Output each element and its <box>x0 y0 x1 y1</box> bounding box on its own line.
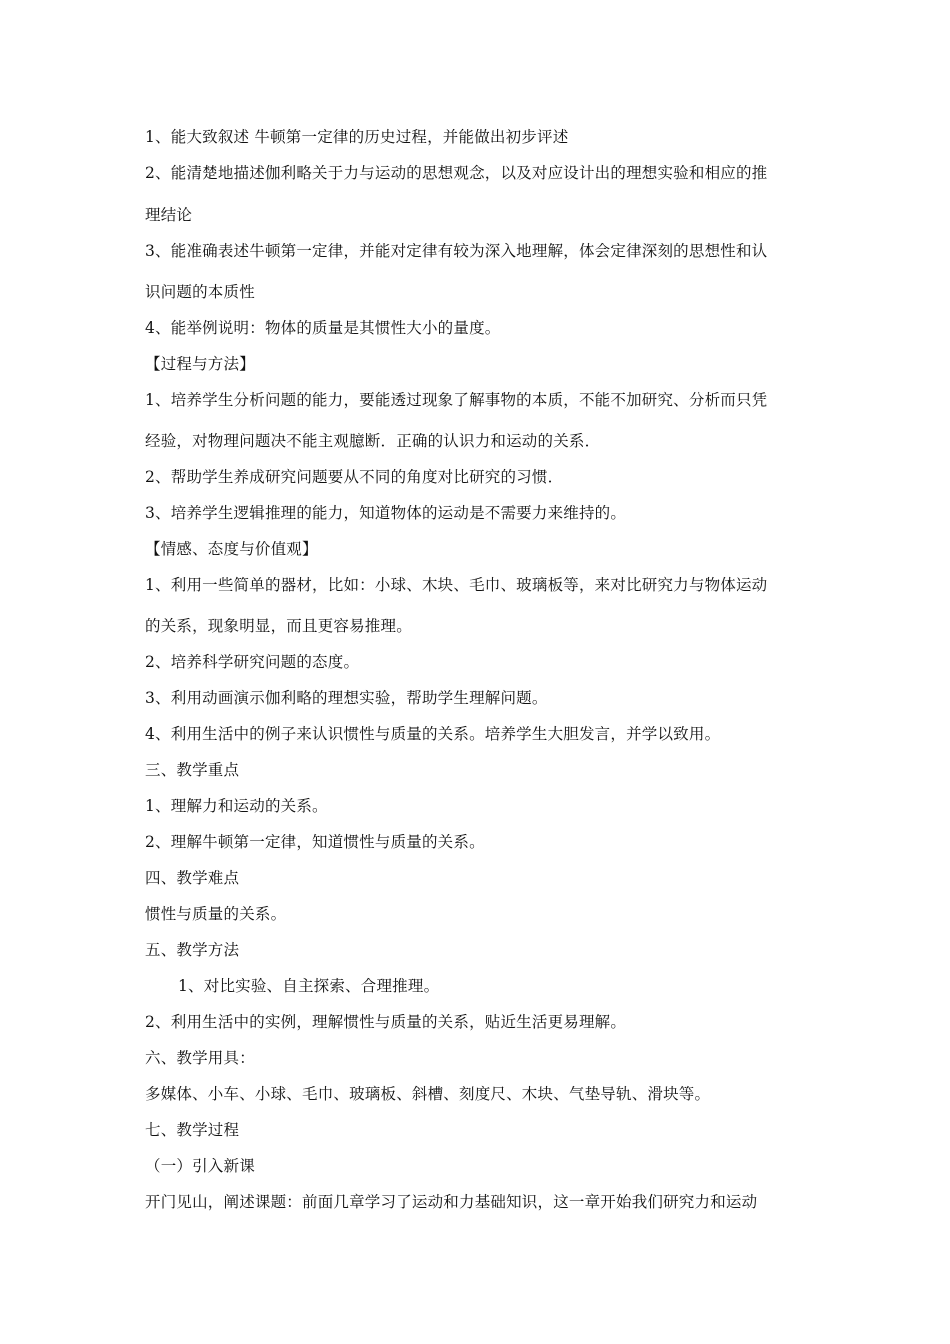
emotion-4: 4、利用生活中的例子来认识惯性与质量的关系。培养学生大胆发言，并学以致用。 <box>145 725 721 743</box>
method-1: 1、对比实验、自主探索、合理推理。 <box>178 977 440 995</box>
key-point-2: 2、理解牛顿第一定律，知道惯性与质量的关系。 <box>145 833 485 851</box>
heading-tools: 六、教学用具： <box>145 1049 255 1067</box>
objective-1: 1、能大致叙述 牛顿第一定律的历史过程，并能做出初步评述 <box>145 128 569 146</box>
emotion-1: 1、利用一些简单的器材，比如：小球、木块、毛巾、玻璃板等，来对比研究力与物体运动 <box>145 576 768 594</box>
tools-list: 多媒体、小车、小球、毛巾、玻璃板、斜槽、刻度尺、木块、气垫导轨、滑块等。 <box>145 1085 711 1103</box>
objective-2: 2、能清楚地描述伽利略关于力与运动的思想观念，以及对应设计出的理想实验和相应的推 <box>145 164 768 182</box>
section-process-method: 【过程与方法】 <box>145 355 255 373</box>
objective-2-cont: 理结论 <box>145 206 193 224</box>
intro-text: 开门见山，阐述课题：前面几章学习了运动和力基础知识，这一章开始我们研究力和运动 <box>145 1193 758 1211</box>
process-2: 2、帮助学生养成研究问题要从不同的角度对比研究的习惯． <box>145 468 564 486</box>
objective-4: 4、能举例说明：物体的质量是其惯性大小的量度。 <box>145 319 501 337</box>
process-3: 3、培养学生逻辑推理的能力，知道物体的运动是不需要力来维持的。 <box>145 504 627 522</box>
heading-key-points: 三、教学重点 <box>145 761 240 779</box>
emotion-1-cont: 的关系，现象明显，而且更容易推理。 <box>145 617 412 635</box>
difficulty-text: 惯性与质量的关系。 <box>145 905 287 923</box>
emotion-2: 2、培养科学研究问题的态度。 <box>145 653 360 671</box>
key-point-1: 1、理解力和运动的关系。 <box>145 797 328 815</box>
heading-process: 七、教学过程 <box>145 1121 240 1139</box>
objective-3: 3、能准确表述牛顿第一定律，并能对定律有较为深入地理解，体会定律深刻的思想性和认 <box>145 242 768 260</box>
section-emotion-attitude: 【情感、态度与价值观】 <box>145 540 318 558</box>
emotion-3: 3、利用动画演示伽利略的理想实验，帮助学生理解问题。 <box>145 689 548 707</box>
heading-difficulties: 四、教学难点 <box>145 869 240 887</box>
process-1-cont: 经验，对物理问题决不能主观臆断．正确的认识力和运动的关系． <box>145 432 601 450</box>
process-1: 1、培养学生分析问题的能力，要能透过现象了解事物的本质，不能不加研究、分析而只凭 <box>145 391 768 409</box>
objective-3-cont: 识问题的本质性 <box>145 283 255 301</box>
heading-methods: 五、教学方法 <box>145 941 240 959</box>
method-2: 2、利用生活中的实例，理解惯性与质量的关系，贴近生活更易理解。 <box>145 1013 627 1031</box>
subheading-intro: （一）引入新课 <box>145 1157 255 1175</box>
